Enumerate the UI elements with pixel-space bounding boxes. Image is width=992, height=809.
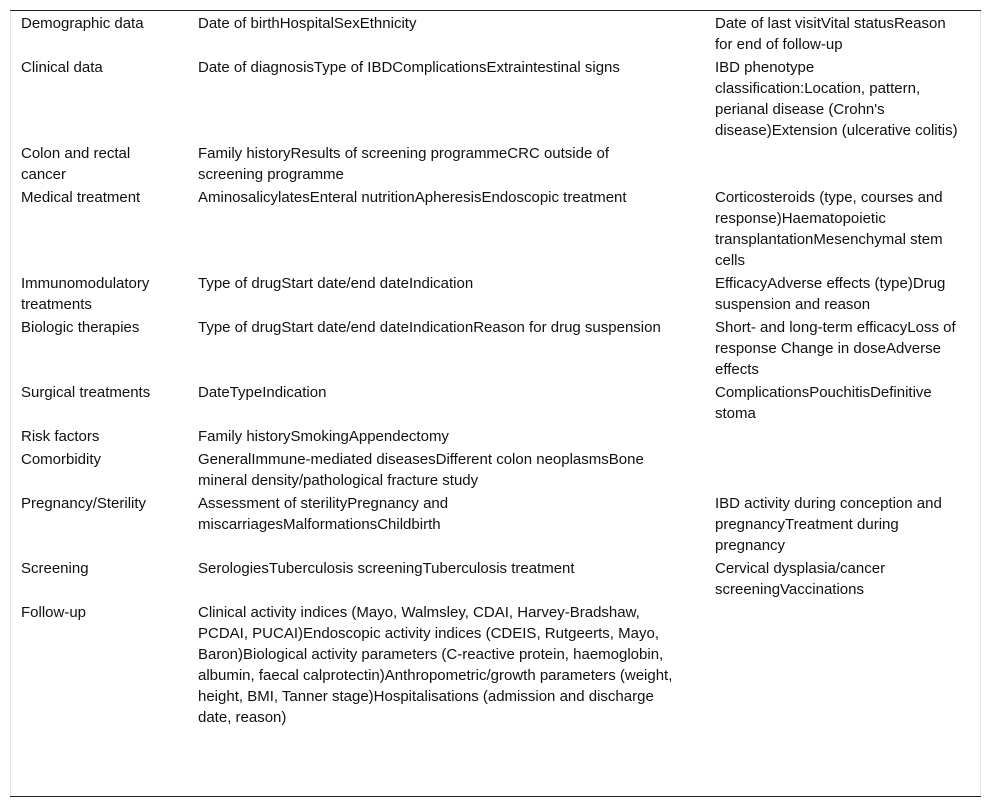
row-variables: Type of drugStart date/end dateIndication (198, 275, 474, 292)
row-variables: AminosalicylatesEnteral nutritionApheresisEndoscopic treatment (198, 189, 627, 206)
table-row (10, 272, 981, 316)
row-additional-variables: EfficacyAdverse effects (type)Drug suspension and reason (715, 275, 946, 313)
row-additional-variables: Date of last visitVital statusReason for end of follow-up (715, 15, 946, 53)
row-variables: SerologiesTuberculosis screeningTuberculosis treatment (198, 560, 575, 577)
row-additional-variables (705, 601, 981, 729)
row-additional-variables: Short- and long-term efficacyLoss of response Change in doseAdverse effects (715, 319, 956, 378)
row-category: Immunomodulatory treatments (21, 275, 150, 313)
row-variables: Date of diagnosisType of IBDComplicationsExtraintestinal signs (198, 59, 620, 76)
table-row (10, 56, 981, 142)
table-row (10, 492, 981, 557)
row-category: Comorbidity (21, 451, 102, 468)
row-variables: Family historyResults of screening programmeCRC outside of screening programme (198, 145, 609, 183)
row-additional-variables (705, 142, 981, 186)
table-row (10, 316, 981, 381)
row-category: Demographic data (21, 15, 144, 32)
table-row (10, 142, 981, 186)
row-additional-variables: ComplicationsPouchitisDefinitive stoma (715, 384, 932, 422)
row-additional-variables: Corticosteroids (type, courses and response)Haematopoietic transplantationMesenchymal stem cells (715, 189, 943, 269)
row-additional-variables (705, 448, 981, 492)
row-additional-variables (705, 425, 981, 448)
table-row (10, 448, 981, 492)
row-variables: Date of birthHospitalSexEthnicity (198, 15, 417, 32)
row-additional-variables: IBD phenotype classification:Location, pattern, perianal disease (Crohn's disease)Extension (ulcerative colitis) (715, 59, 958, 139)
row-variables: Type of drugStart date/end dateIndicationReason for drug suspension (198, 319, 661, 336)
row-additional-variables: IBD activity during conception and pregnancyTreatment during pregnancy (715, 495, 942, 554)
table-row (10, 381, 981, 425)
row-category: Clinical data (21, 59, 103, 76)
row-variables: DateTypeIndication (198, 384, 327, 401)
table-row (10, 557, 981, 601)
row-variables: Clinical activity indices (Mayo, Walmsley, CDAI, Harvey-Bradshaw, PCDAI, PUCAI)Endoscopic activity indices (CDEIS, Rutgeerts, Mayo, Baron)Biological activity parameters (C-reactive protein, haemoglobin, albumin, faecal calprotectin)Anthropometric/growth parameters (weight, height, BMI, Tanner stage)Hospitalisations (admission and discharge date, reason) (198, 604, 673, 726)
row-variables: Family historySmokingAppendectomy (198, 428, 449, 445)
table-row (10, 186, 981, 272)
row-category: Screening (21, 560, 89, 577)
row-variables: Assessment of sterilityPregnancy and miscarriagesMalformationsChildbirth (198, 495, 449, 533)
row-category: Biologic therapies (21, 319, 140, 336)
row-category: Colon and rectal cancer (21, 145, 131, 183)
row-category: Pregnancy/Sterility (21, 495, 147, 512)
data-variables-table (10, 12, 981, 729)
table-row (10, 12, 981, 56)
top-rule (10, 10, 981, 11)
row-additional-variables: Cervical dysplasia/cancer screeningVaccinations (715, 560, 886, 598)
row-category: Medical treatment (21, 189, 141, 206)
table-row (10, 425, 981, 448)
row-category: Risk factors (21, 428, 100, 445)
row-variables: GeneralImmune-mediated diseasesDifferent colon neoplasmsBone mineral density/pathological fracture study (198, 451, 644, 489)
row-category: Follow-up (21, 604, 87, 621)
row-category: Surgical treatments (21, 384, 151, 401)
table-row (10, 601, 981, 729)
bottom-rule (10, 796, 981, 797)
